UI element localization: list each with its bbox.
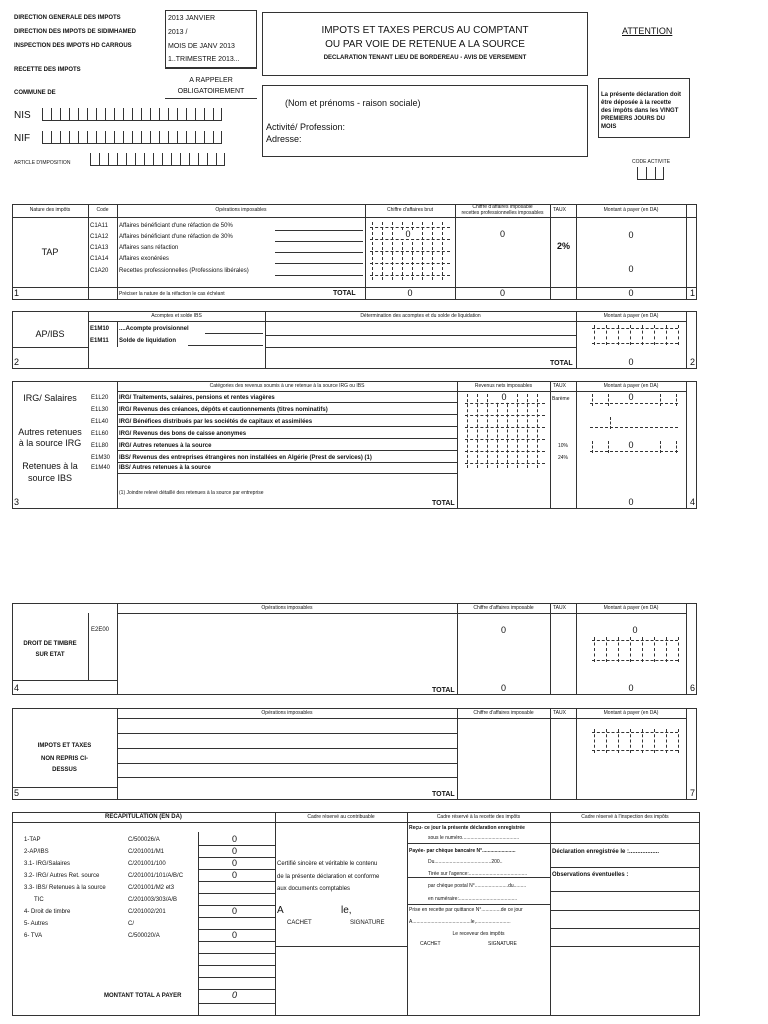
recette-line-2: sous le numéro......................................... — [428, 835, 520, 841]
tap-total-amount: 0 — [628, 288, 634, 298]
name-label: (Nom et prénoms - raison sociale) — [285, 98, 421, 108]
recette-signature: SIGNATURE — [488, 941, 517, 947]
recap-row-5-code: C/201001/M2 et3 — [128, 885, 175, 891]
attention-title: ATTENTION — [622, 26, 673, 36]
nonrep-header-4: Montant à payer (en DA) — [603, 710, 659, 716]
period-line-3: MOIS DE JANV 2013 — [168, 43, 235, 50]
irg-total-amount: 0 — [628, 497, 634, 507]
tap-header-brut: Chiffre d'affaires brut — [386, 207, 434, 213]
irg-header-1: Catégories des revenus soumis à une retenue à la source IRG ou IBS — [209, 383, 365, 389]
tap-amount-2[interactable]: 0 — [628, 264, 634, 274]
recap-total-value: 0 — [232, 990, 238, 1000]
nif-label: NIF — [14, 133, 31, 144]
tap-code-2: C1A12 — [90, 234, 109, 240]
apibs-total-label: TOTAL — [550, 360, 573, 367]
irg-code-5: E1L80 — [91, 443, 109, 449]
recap-row-7-label: 4- Droit de timbre — [24, 909, 71, 915]
timbre-total-label: TOTAL — [432, 687, 455, 694]
nonrep-total-label: TOTAL — [432, 791, 455, 798]
recette-line-3: Payée- par chèque bancaire N°........................ — [409, 848, 516, 854]
recette-line-9: A..........................................le,......................... — [409, 919, 511, 925]
inspect-line-2: Observations éventuelles : — [552, 872, 629, 878]
article-grid[interactable] — [90, 153, 225, 166]
irg-total-label: TOTAL — [432, 500, 455, 507]
recap-row-9-value[interactable]: 0 — [232, 930, 238, 940]
tap-total-imposable: 0 — [499, 288, 505, 298]
attention-line-2: être déposée à la recette — [601, 100, 672, 106]
timbre-value[interactable]: 0 — [500, 625, 506, 635]
timbre-label-1: DROIT DE TIMBRE — [23, 641, 77, 647]
apibs-label: AP/IBS — [35, 329, 65, 339]
recap-row-6-code: C/201003/303/A/B — [128, 897, 178, 903]
recette-line-10: Le receveur des impôts — [452, 931, 505, 937]
recap-row-7-value[interactable]: 0 — [232, 906, 238, 916]
irg-label-salaires: IRG/ Salaires — [23, 393, 77, 403]
contrib-signature: SIGNATURE — [350, 920, 385, 926]
recette-line-4: Du.........................................200.. — [428, 859, 503, 865]
tap-imposable-value[interactable]: 0 — [499, 229, 505, 239]
period-line-2: 2013 / — [168, 29, 188, 36]
recap-row-2-code: C/201001/M1 — [128, 849, 165, 855]
nonrep-label-3: DESSUS — [52, 767, 77, 773]
period-line-1: 2013 JANVIER — [168, 15, 216, 22]
attention-line-5: MOIS — [601, 124, 617, 130]
tap-row-5: Recettes professionnelles (Professions libérales) — [119, 268, 249, 274]
nonrep-label-2: NON REPRIS CI- — [40, 756, 88, 762]
contrib-a: A — [277, 905, 284, 916]
tap-brut-value[interactable]: 0 — [398, 230, 418, 239]
tap-header-imposable: Chiffre d'affaires imposable — [472, 204, 533, 210]
nis-label: NIS — [14, 110, 31, 121]
nonrep-label-1: IMPOTS ET TAXES — [37, 743, 92, 749]
tap-row-3: Affaires sans réfaction — [119, 245, 179, 251]
timbre-header-2: Chiffre d'affaires imposable — [473, 605, 534, 611]
recap-row-3-code: C/201001/100 — [128, 861, 166, 867]
irg-amount-2[interactable]: 0 — [628, 440, 634, 450]
attention-line-4: PREMIERS JOURS DU — [601, 116, 666, 122]
tap-header-code: Code — [96, 207, 109, 213]
tap-rate: 2% — [557, 241, 571, 251]
timbre-total-value: 0 — [500, 683, 506, 693]
tap-num-right: 1 — [690, 288, 696, 298]
tap-row-1: Affaires bénéficiant d'une réfaction de 50% — [119, 223, 233, 229]
header-line-1: DIRECTION GENERALE DES IMPOTS — [14, 15, 121, 21]
recap-row-4-code: C/201001/101/A/B/C — [128, 873, 184, 879]
apibs-num-left: 2 — [14, 357, 20, 367]
irg-row-4: IRG/ Revenus des bons de caisse anonymes — [119, 431, 247, 437]
recap-row-4-value[interactable]: 0 — [232, 870, 238, 880]
irg-row-2: IRG/ Revenus des créances, dépôts et cautionnements (titres nominatifs) — [119, 407, 328, 413]
tap-label: TAP — [41, 247, 59, 257]
recette-line-5: Tirée sur l'agence:.......................................... — [428, 871, 528, 877]
nonrep-header-1: Opérations imposables — [261, 710, 313, 716]
recap-row-3-value[interactable]: 0 — [232, 858, 238, 868]
address-label: Adresse: — [266, 134, 302, 144]
nonrep-num-right: 7 — [690, 788, 696, 798]
nis-grid[interactable] — [42, 108, 222, 121]
irg-label-ibs-2: source IBS — [27, 473, 73, 483]
timbre-label-2: SUR ETAT — [35, 652, 65, 658]
recap-row-1-value[interactable]: 0 — [232, 834, 238, 844]
apibs-header-3: Montant à payer (en DA) — [603, 313, 659, 319]
nif-grid[interactable] — [42, 131, 222, 144]
recap-row-8-code: C/ — [128, 921, 134, 927]
tap-code-1: C1A11 — [90, 223, 108, 229]
apibs-header-1: Acomptes et solde IBS — [151, 313, 202, 319]
timbre-num-right: 6 — [690, 683, 696, 693]
recette-line-1: Reçu- ce jour la présente déclaration enregistrée — [409, 825, 525, 831]
nonrep-header-3: TAUX — [553, 710, 566, 716]
irg-num-left: 3 — [14, 497, 20, 507]
apibs-code-1: E1M10 — [90, 326, 110, 332]
recette-line-7: en numéraire:.......................................... — [428, 896, 518, 902]
period-line-4: 1..TRIMESTRE 2013... — [168, 56, 240, 63]
recette-label: RECETTE DES IMPOTS — [14, 67, 81, 73]
irg-row-6: IBS/ Revenus des entreprises étrangères non installées en Algérie (Prest de services) (1) — [119, 455, 372, 461]
irg-row-1: IRG/ Traitements, salaires, pensions et rentes viagères — [119, 395, 275, 401]
tap-row-2: Affaires bénéficiant d'une réfaction de 30% — [119, 234, 233, 240]
recap-inspect-header: Cadre réservé à l'inspection des impôts — [581, 814, 669, 820]
contrib-line-3: aux documents comptables — [277, 886, 351, 892]
contrib-cachet: CACHET — [287, 920, 312, 926]
irg-value-1[interactable]: 0 — [493, 393, 515, 402]
taxpayer-box[interactable] — [262, 85, 588, 157]
reminder-2: OBLIGATOIREMENT — [177, 88, 245, 95]
irg-rate-10: 10% — [558, 443, 569, 449]
irg-row-5: IRG/ Autres retenues à la source — [119, 443, 212, 449]
irg-label-autres-2: à la source IRG — [18, 438, 82, 448]
irg-code-2: E1L30 — [91, 407, 109, 413]
apibs-num-right: 2 — [690, 357, 696, 367]
tap-total-brut: 0 — [407, 288, 413, 298]
recap-contrib-header: Cadre réservé au contribuable — [307, 814, 375, 820]
irg-code-1: E1L20 — [91, 395, 109, 401]
attention-line-3: des impôts dans les VINGT — [601, 108, 679, 114]
recap-row-9-code: C/500020/A — [128, 933, 160, 939]
irg-code-4: E1L60 — [91, 431, 109, 437]
irg-header-3: TAUX — [553, 383, 566, 389]
irg-num-right: 4 — [690, 497, 696, 507]
contrib-line-2: de la présente déclaration et conforme — [277, 874, 380, 880]
article-label: ARTICLE D'IMPOSITION — [14, 160, 71, 166]
irg-label-autres-1: Autres retenues — [18, 427, 82, 437]
irg-rate-bareme: Barème — [552, 396, 570, 402]
irg-rate-24: 24% — [558, 455, 569, 461]
tap-header-nature: Nature des impôts — [29, 207, 71, 213]
nonrep-header-2: Chiffre d'affaires imposable — [473, 710, 534, 716]
tap-code-4: C1A14 — [90, 256, 109, 262]
recap-row-1-code: C/500026/A — [128, 837, 160, 843]
recette-line-8: Prise en recette par quittance N°..............de ce jour — [409, 907, 523, 913]
header-line-3: INSPECTION DES IMPOTS HD CARROUS — [14, 43, 132, 49]
recap-recette-header: Cadre réservé à la recette des impôts — [436, 814, 521, 820]
contrib-line-1: Certifié sincère et véritable le contenu — [277, 861, 378, 867]
recap-total-label: MONTANT TOTAL A PAYER — [104, 993, 182, 999]
recap-row-9-label: 6- TVA — [24, 933, 43, 939]
code-activite-grid[interactable] — [637, 167, 664, 180]
recap-row-5-label: 3.3- IBS/ Retenues à la source — [24, 885, 106, 891]
apibs-header-2: Détermination des acomptes et du solde de liquidation — [360, 313, 481, 319]
recap-row-4-label: 3.2- IRG/ Autres Ret. source — [24, 873, 100, 879]
timbre-code: E2E00 — [91, 627, 110, 633]
title-2: OU PAR VOIE DE RETENUE A LA SOURCE — [325, 39, 525, 50]
irg-code-6: E1M30 — [91, 455, 111, 461]
apibs-total-amount: 0 — [628, 357, 634, 367]
recap-row-2-value[interactable]: 0 — [232, 846, 238, 856]
tap-header-recettes: recettes professionnelles imposables — [461, 210, 544, 216]
irg-header-4: Montant à payer (en DA) — [603, 383, 659, 389]
tap-amount-1[interactable]: 0 — [628, 230, 634, 240]
apibs-row-2: Solde de liquidation — [119, 338, 176, 344]
tap-header-taux: TAUX — [553, 207, 566, 213]
tap-total-label: TOTAL — [333, 290, 356, 297]
recette-line-6: par chèque postal N°........................du......... — [428, 883, 527, 889]
commune-label: COMMUNE DE — [14, 90, 56, 96]
tap-row-4: Affaires exonérées — [119, 256, 169, 262]
inspect-line-1: Déclaration enregistrée le :.................. — [552, 849, 660, 855]
tap-header-montant: Montant à payer (en DA) — [603, 207, 659, 213]
tap-code-3: C1A13 — [90, 245, 109, 251]
irg-row-7: IBS/ Autres retenues à la source — [119, 465, 211, 471]
recap-row-1-label: 1-TAP — [24, 837, 41, 843]
tap-num-left: 1 — [14, 288, 20, 298]
apibs-code-2: E1M11 — [90, 338, 109, 344]
recap-row-8-label: 5- Autres — [24, 921, 49, 927]
recap-row-6-label: TIC — [34, 897, 44, 903]
apibs-row-1: ....Acompte provisionnel — [119, 326, 189, 332]
timbre-num-left: 4 — [14, 683, 20, 693]
irg-amount-1[interactable]: 0 — [628, 392, 634, 402]
timbre-header-4: Montant à payer (en DA) — [603, 605, 659, 611]
recap-row-7-code: C/201002/201 — [128, 909, 166, 915]
recette-cachet: CACHET — [420, 941, 441, 947]
tap-code-5: C1A20 — [90, 268, 109, 274]
irg-header-2: Revenus nets imposables — [474, 383, 533, 389]
recap-row-3-label: 3.1- IRG/Salaires — [24, 861, 71, 867]
nonrep-num-left: 5 — [14, 788, 20, 798]
attention-line-1: La présente déclaration doit — [601, 92, 682, 98]
irg-note: (1) Joindre relevé détaillé des retenues à la source par entreprise — [119, 490, 264, 496]
code-activite-label: CODE ACTIVITE — [631, 159, 671, 165]
irg-code-3: E1L40 — [91, 419, 109, 425]
header-line-2: DIRECTION DES IMPOTS DE SIDIMHAMED — [14, 29, 137, 35]
tap-note: Préciser la nature de la réfaction le cas échéant — [119, 291, 225, 297]
timbre-amount[interactable]: 0 — [620, 626, 650, 635]
timbre-total-amount: 0 — [628, 683, 634, 693]
activity-label: Activité/ Profession: — [266, 122, 346, 132]
irg-label-ibs-1: Retenues à la — [22, 461, 78, 471]
reminder-1: A RAPPELER — [189, 77, 233, 84]
contrib-le: le, — [341, 905, 352, 916]
timbre-header-1: Opérations imposables — [261, 605, 313, 611]
recap-title: RECAPITULATION (EN DA) — [105, 814, 182, 820]
timbre-header-3: TAUX — [553, 605, 566, 611]
title-3: DECLARATION TENANT LIEU DE BORDEREAU - AVIS DE VERSEMENT — [323, 55, 527, 61]
recap-row-2-label: 2-AP/IBS — [24, 849, 49, 855]
title-1: IMPOTS ET TAXES PERCUS AU COMPTANT — [321, 25, 529, 36]
tap-header-ops: Opérations imposables — [215, 207, 267, 213]
irg-code-7: E1M40 — [91, 465, 111, 471]
irg-row-3: IRG/ Bénéfices distribués par les sociétés de capitaux et assimilées — [119, 419, 313, 425]
